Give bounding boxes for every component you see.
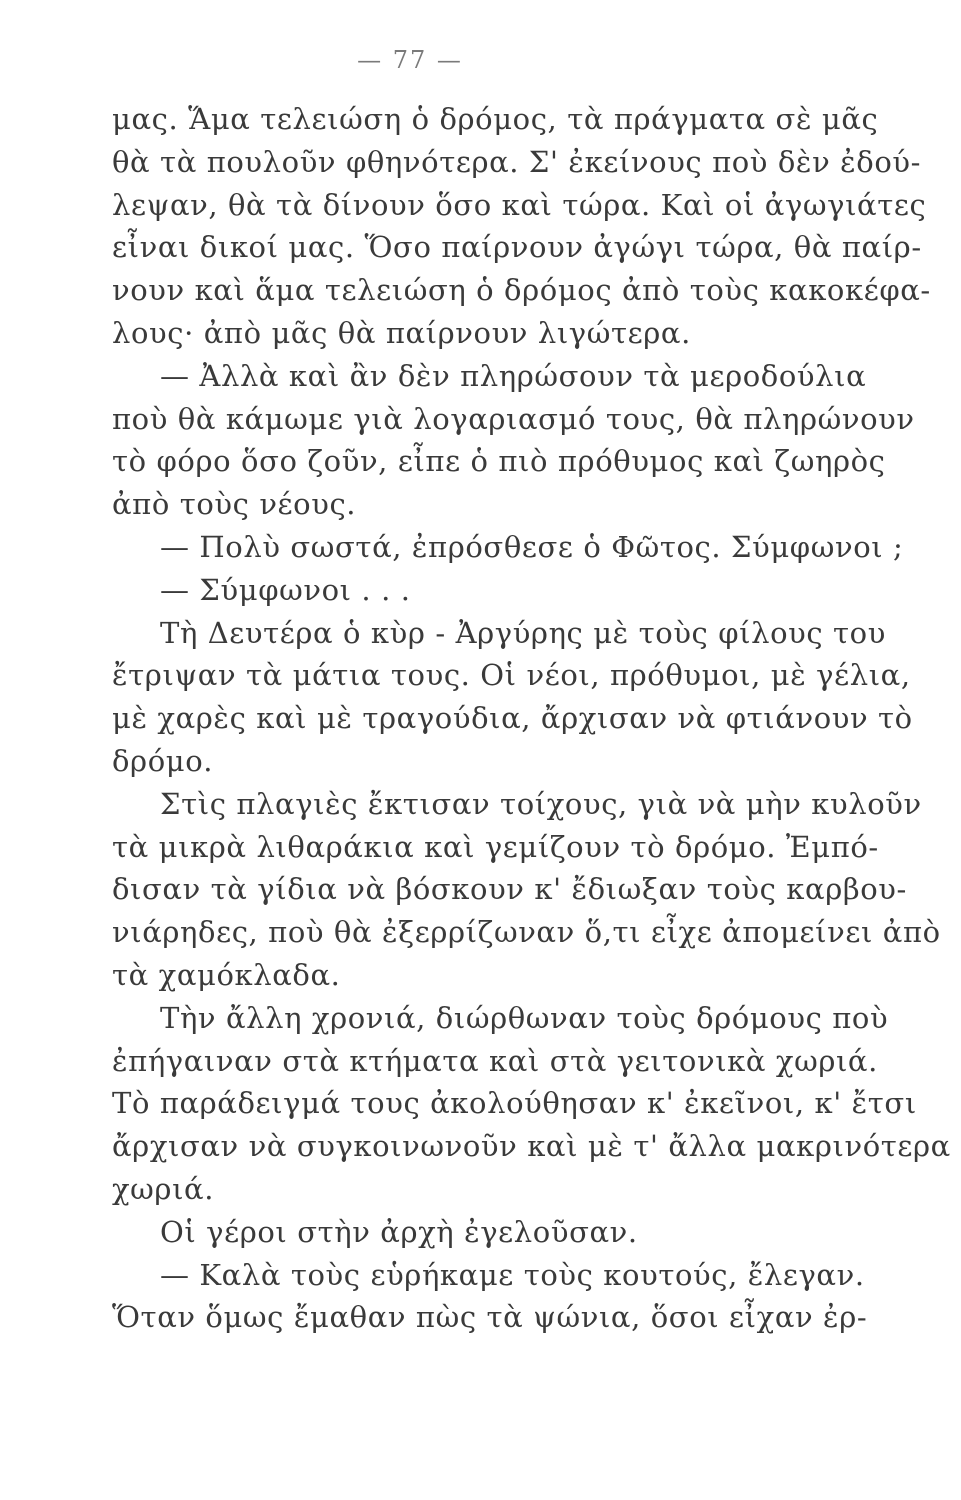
text-line: ἐπήγαιναν στὰ κτήματα καὶ στὰ γειτονικὰ χωριά.	[112, 1043, 878, 1078]
text-line: δισαν τὰ γίδια νὰ βόσκουν κ' ἔδιωξαν τοὺς καρβου-	[112, 872, 907, 907]
text-line: ποὺ θὰ κάμωμε γιὰ λογαριασμό τους, θὰ πληρώνουν	[112, 401, 915, 436]
text-line: θὰ τὰ πουλοῦν φθηνότερα. Σ' ἐκείνους ποὺ δὲν ἐδού-	[112, 144, 922, 179]
text-line: Οἱ γέροι στὴν ἀρχὴ ἐγελοῦσαν.	[160, 1214, 638, 1249]
text-line: τὰ χαμόκλαδα.	[112, 957, 341, 992]
text-line: μας. Ἅμα τελειώση ὁ δρόμος, τὰ πράγματα σὲ μᾶς	[112, 102, 879, 136]
text-line: ἀπὸ τοὺς νέους.	[112, 487, 357, 522]
text-line: νιάρηδες, ποὺ θὰ ἐξερρίζωναν ὅ,τι εἶχε ἀπομείνει ἀπὸ	[112, 915, 941, 950]
text-line: ἔτριψαν τὰ μάτια τους. Οἱ νέοι, πρόθυμοι, μὲ γέλια,	[112, 658, 911, 693]
text-line: τὰ μικρὰ λιθαράκια καὶ γεμίζουν τὸ δρόμο. Ἐμπό-	[112, 829, 879, 864]
text-line: εἶναι δικοί μας. Ὅσο παίρνουν ἀγώγι τώρα, θὰ παίρ-	[112, 230, 922, 265]
text-line: μὲ χαρὲς καὶ μὲ τραγούδια, ἄρχισαν νὰ φτιάνουν τὸ	[112, 701, 913, 736]
text-line: Τὸ παράδειγμά τους ἀκολούθησαν κ' ἐκεῖνοι, κ' ἔτσι	[112, 1086, 917, 1121]
text-line: δρόμο.	[112, 743, 214, 778]
text-line: λεψαν, θὰ τὰ δίνουν ὅσο καὶ τώρα. Καὶ οἱ ἀγωγιάτες	[112, 187, 927, 222]
text-line: Τὴν ἄλλη χρονιά, διώρθωναν τοὺς δρόμους ποὺ	[160, 1000, 889, 1035]
text-line: νουν καὶ ἅμα τελειώση ὁ δρόμος ἀπὸ τοὺς κακοκέφα-	[112, 273, 931, 308]
text-line: Στὶς πλαγιὲς ἔκτισαν τοίχους, γιὰ νὰ μὴν κυλοῦν	[160, 786, 922, 821]
text-line: Τὴ Δευτέρα ὁ κὺρ - Ἀργύρης μὲ τοὺς φίλους του	[160, 615, 886, 650]
text-line: Ὅταν ὅμως ἔμαθαν πὼς τὰ ψώνια, ὅσοι εἶχαν ἐρ-	[112, 1300, 868, 1335]
page-number: — 77 —	[357, 46, 463, 74]
text-line: — Σύμφωνοι . . .	[160, 572, 411, 607]
text-line: λους· ἀπὸ μᾶς θὰ παίρνουν λιγώτερα.	[112, 315, 691, 350]
text-line: ἄρχισαν νὰ συγκοινωνοῦν καὶ μὲ τ' ἄλλα μακρινότερα	[112, 1129, 951, 1164]
text-line: τὸ φόρο ὅσο ζοῦν, εἶπε ὁ πιὸ πρόθυμος καὶ ζωηρὸς	[112, 444, 886, 479]
text-line: — Ἀλλὰ καὶ ἂν δὲν πληρώσουν τὰ μεροδούλια	[160, 358, 867, 393]
text-line: — Πολὺ σωστά, ἐπρόσθεσε ὁ Φῶτος. Σύμφωνοι ;	[160, 529, 904, 564]
body-text	[112, 98, 951, 1339]
text-line: — Καλὰ τοὺς εὑρήκαμε τοὺς κουτούς, ἔλεγαν.	[160, 1257, 865, 1292]
text-line: χωριά.	[112, 1171, 215, 1206]
